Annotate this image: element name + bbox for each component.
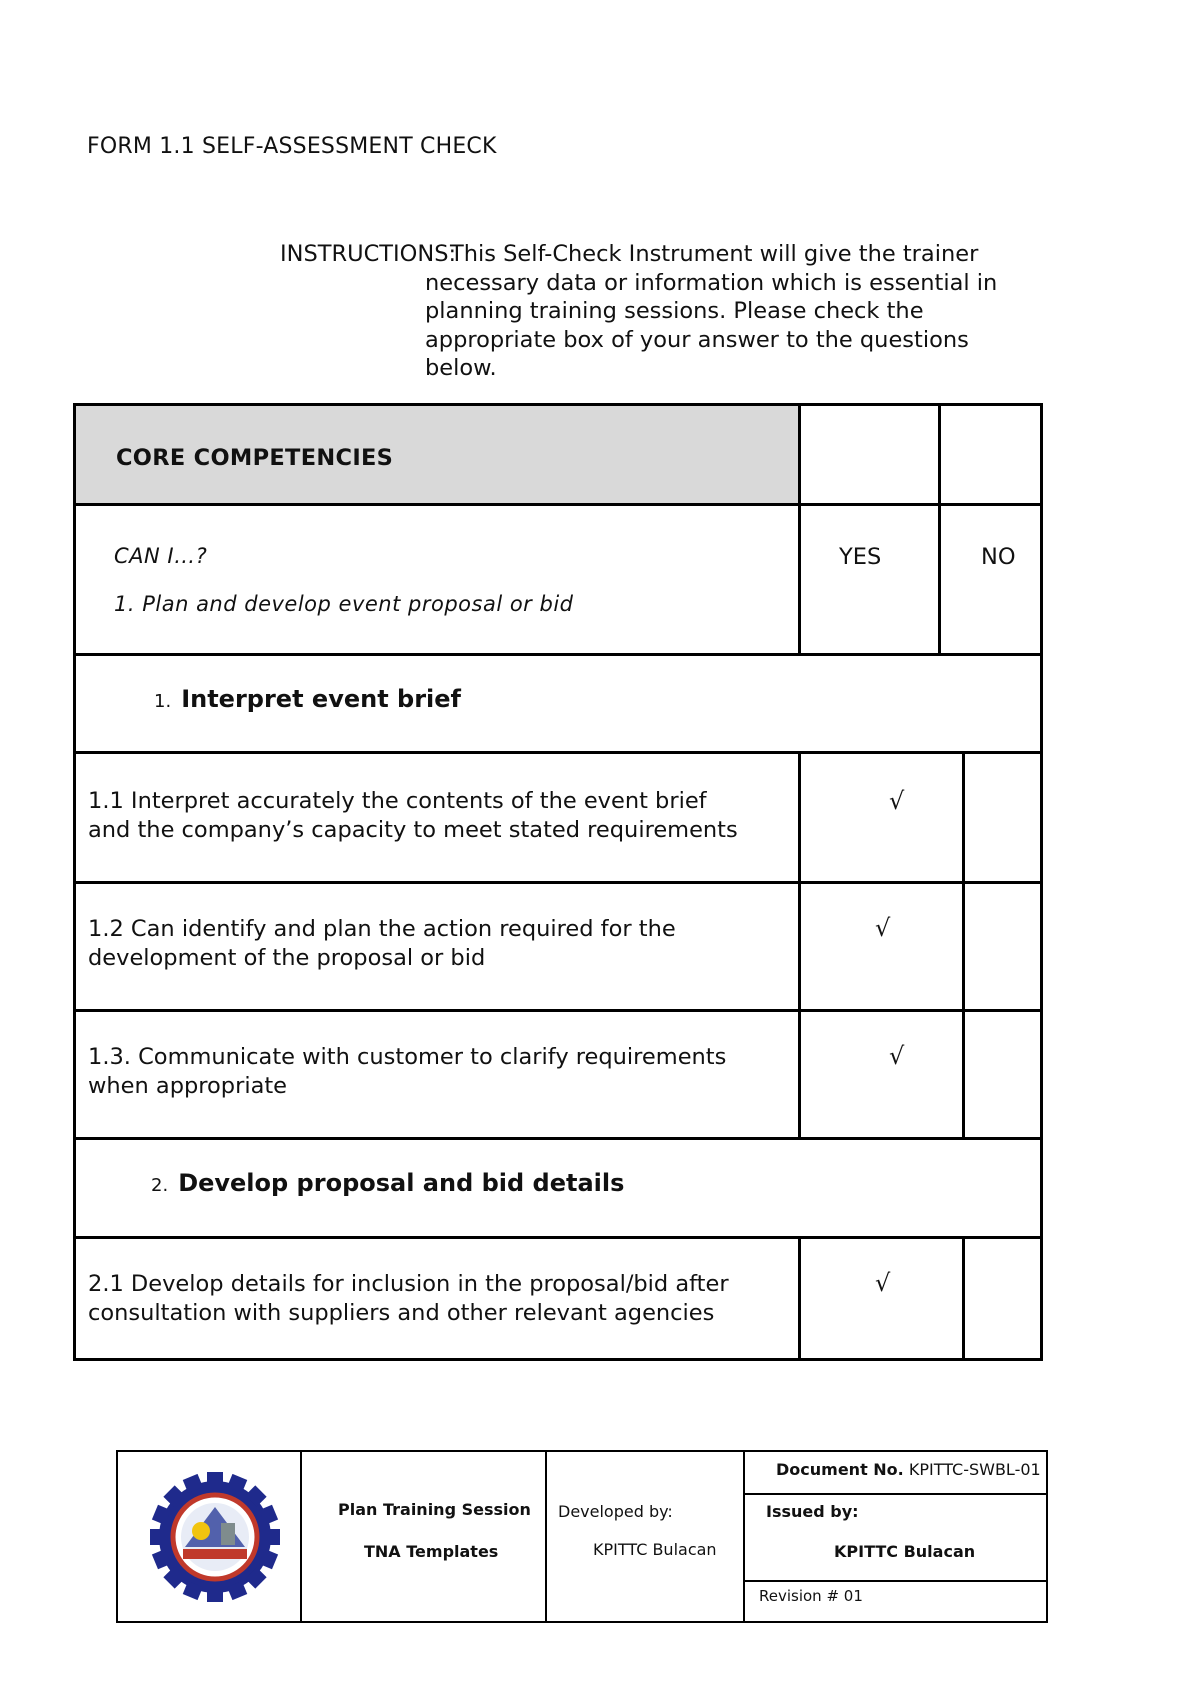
item-line: 1.1 Interpret accurately the contents of the event brief xyxy=(88,788,707,814)
document-number-value: KPITTC-SWBL-01 xyxy=(908,1460,1041,1479)
column-divider xyxy=(938,406,941,653)
no-checkbox[interactable] xyxy=(972,914,1038,954)
no-checkbox[interactable] xyxy=(972,1269,1038,1309)
table-row xyxy=(88,1043,788,1101)
developed-by-label: Developed by: xyxy=(558,1502,673,1521)
footer-divider xyxy=(743,1493,1046,1495)
footer-subtitle: TNA Templates xyxy=(364,1542,499,1561)
item-line: consultation with suppliers and other relevant agencies xyxy=(88,1300,715,1326)
table-row xyxy=(88,1270,788,1328)
developed-by-value: KPITTC Bulacan xyxy=(593,1540,717,1559)
yes-checkbox[interactable]: √ xyxy=(889,787,905,815)
yes-checkbox[interactable]: √ xyxy=(875,1269,891,1297)
instructions-line-5: below. xyxy=(425,355,497,381)
issued-by-label: Issued by: xyxy=(766,1502,859,1521)
document-footer xyxy=(116,1450,1048,1623)
row-divider xyxy=(76,1137,1040,1140)
section-title: Develop proposal and bid details xyxy=(178,1169,625,1197)
form-title: FORM 1.1 SELF-ASSESSMENT CHECK xyxy=(87,134,497,159)
column-divider xyxy=(798,751,801,1137)
instructions-line-3: planning training sessions. Please check the xyxy=(425,298,924,324)
no-checkbox[interactable] xyxy=(972,787,1038,827)
item-line: development of the proposal or bid xyxy=(88,945,486,971)
item-line: and the company’s capacity to meet stated requirements xyxy=(88,817,738,843)
can-i-label: CAN I…? xyxy=(114,544,208,568)
item-line: when appropriate xyxy=(88,1073,288,1099)
instructions-label: INSTRUCTIONS: xyxy=(280,241,457,267)
instructions-line-4: appropriate box of your answer to the questions xyxy=(425,326,969,353)
footer-divider xyxy=(300,1452,302,1621)
issued-by-value: KPITTC Bulacan xyxy=(834,1542,976,1561)
column-divider xyxy=(962,1236,965,1361)
institution-logo xyxy=(150,1472,280,1602)
section-heading xyxy=(151,1169,624,1200)
footer-divider xyxy=(743,1580,1046,1582)
footer-divider xyxy=(545,1452,547,1621)
row-divider xyxy=(76,653,1040,656)
item-line: 1.2 Can identify and plan the action required for the xyxy=(88,916,676,942)
section-number: 1. xyxy=(154,691,172,712)
document-number-label: Document No. xyxy=(776,1460,904,1479)
yes-checkbox[interactable]: √ xyxy=(875,914,891,942)
row-divider xyxy=(76,1236,1040,1239)
revision-number: Revision # 01 xyxy=(759,1587,863,1605)
section-heading xyxy=(154,685,461,716)
item-line: 1.3. Communicate with customer to clarify requirements xyxy=(88,1044,727,1070)
section-title: Interpret event brief xyxy=(181,685,461,713)
row-divider xyxy=(76,751,1040,754)
row-divider xyxy=(76,881,1040,884)
no-column-header: NO xyxy=(981,544,1016,570)
table-row xyxy=(88,915,788,973)
footer-divider xyxy=(743,1452,745,1621)
table-row xyxy=(88,787,788,845)
row-divider xyxy=(76,503,1040,506)
self-check-table xyxy=(73,403,1043,1361)
competency-title: 1. Plan and develop event proposal or bid xyxy=(114,592,574,616)
footer-title: Plan Training Session xyxy=(338,1500,531,1519)
row-divider xyxy=(76,1009,1040,1012)
section-number: 2. xyxy=(151,1175,169,1196)
column-divider xyxy=(798,406,801,653)
document-number xyxy=(776,1460,1041,1479)
item-line: 2.1 Develop details for inclusion in the proposal/bid after xyxy=(88,1271,729,1297)
instructions-line-2: necessary data or information which is essential in xyxy=(425,269,998,296)
yes-checkbox[interactable]: √ xyxy=(889,1042,905,1070)
column-divider xyxy=(962,751,965,1137)
yes-column-header: YES xyxy=(839,544,882,570)
core-competencies-header: CORE COMPETENCIES xyxy=(116,445,394,471)
column-divider xyxy=(798,1236,801,1361)
instructions-line-1: This Self-Check Instrument will give the trainer xyxy=(450,241,979,267)
no-checkbox[interactable] xyxy=(972,1042,1038,1082)
